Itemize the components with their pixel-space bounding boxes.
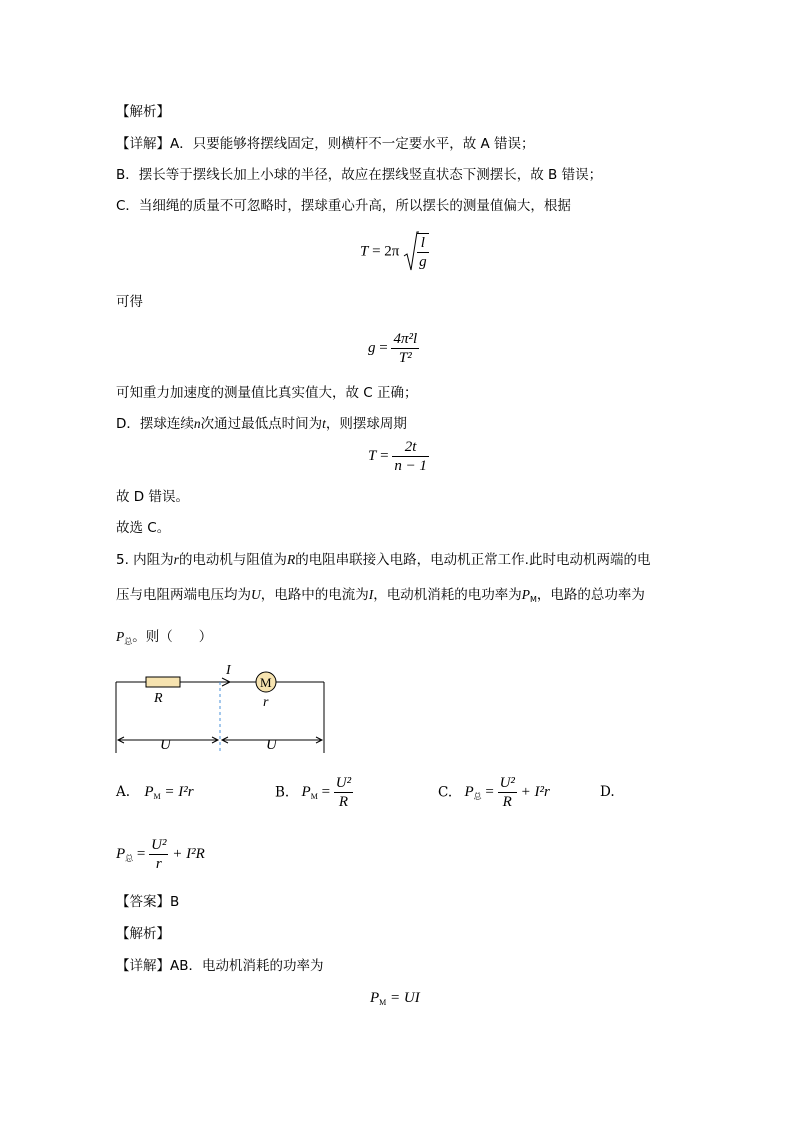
equation-period-2: T = $\frac{2t}{n - 1}$ xyxy=(368,439,427,474)
option-a: A. $P_M = I^2r$ xyxy=(116,784,194,801)
detail-line-d: D．摆球连续n次通过最低点时间为t，则摆球周期 xyxy=(116,416,407,432)
analysis-heading-2: 【解析】 xyxy=(116,926,170,942)
detail-ab: 【详解】AB．电动机消耗的功率为 xyxy=(116,958,324,974)
option-b: B. $P_M$ = $\frac{\text{U²}}{R}$ xyxy=(275,775,352,810)
label-U1: U xyxy=(160,737,171,753)
choose-c: 故选 C。 xyxy=(116,520,171,536)
detail-line-b: B．摆长等于摆线长加上小球的半径，故应在摆线竖直状态下测摆长，故 B 错误； xyxy=(116,167,603,183)
resistor xyxy=(146,677,180,687)
equation-pm: $P_M$ = UI xyxy=(370,990,420,1007)
conclusion-c: 可知重力加速度的测量值比真实值大，故 C 正确； xyxy=(116,385,418,401)
analysis-heading: 【解析】 xyxy=(116,104,170,120)
answer-line: 【答案】B xyxy=(116,894,180,910)
q5-line-1: 5. 内阻为r的电动机与阻值为R的电阻串联接入电路，电动机正常工作.此时电动机两端的电 xyxy=(116,552,651,568)
detail-line-a: 【详解】A．只要能够将摆线固定，则横杆不一定要水平，故 A 错误； xyxy=(116,136,535,152)
option-d-label: D. xyxy=(600,784,615,800)
q5-line-3: $P_总$。则（ ） xyxy=(116,629,213,646)
q5-line-2: 压与电阻两端电压均为U，电路中的电流为I，电动机消耗的电功率为$P_M$，电路的总功率为 xyxy=(116,587,645,604)
option-d: $P_总$ = $\frac{\text{U²}}{r}$ + I²R xyxy=(116,837,205,872)
d-wrong: 故 D 错误。 xyxy=(116,489,189,505)
circuit-diagram xyxy=(110,660,330,760)
text-kede: 可得 xyxy=(116,294,143,310)
label-M: M xyxy=(260,675,272,690)
equation-gravity: g = $\frac{\text{4π²l}}{\text{T²}}$ xyxy=(368,331,418,366)
equation-period: T = 2π $\frac{l}{g}$ xyxy=(360,230,429,274)
label-r: r xyxy=(263,695,269,710)
option-c: C. $P_总$ = $\frac{\text{U²}}{R}$ + I²r xyxy=(438,775,550,810)
label-I: I xyxy=(226,663,231,678)
label-R: R xyxy=(154,691,163,706)
label-U2: U xyxy=(266,737,277,753)
detail-line-c: C．当细绳的质量不可忽略时，摆球重心升高，所以摆长的测量值偏大，根据 xyxy=(116,198,571,214)
